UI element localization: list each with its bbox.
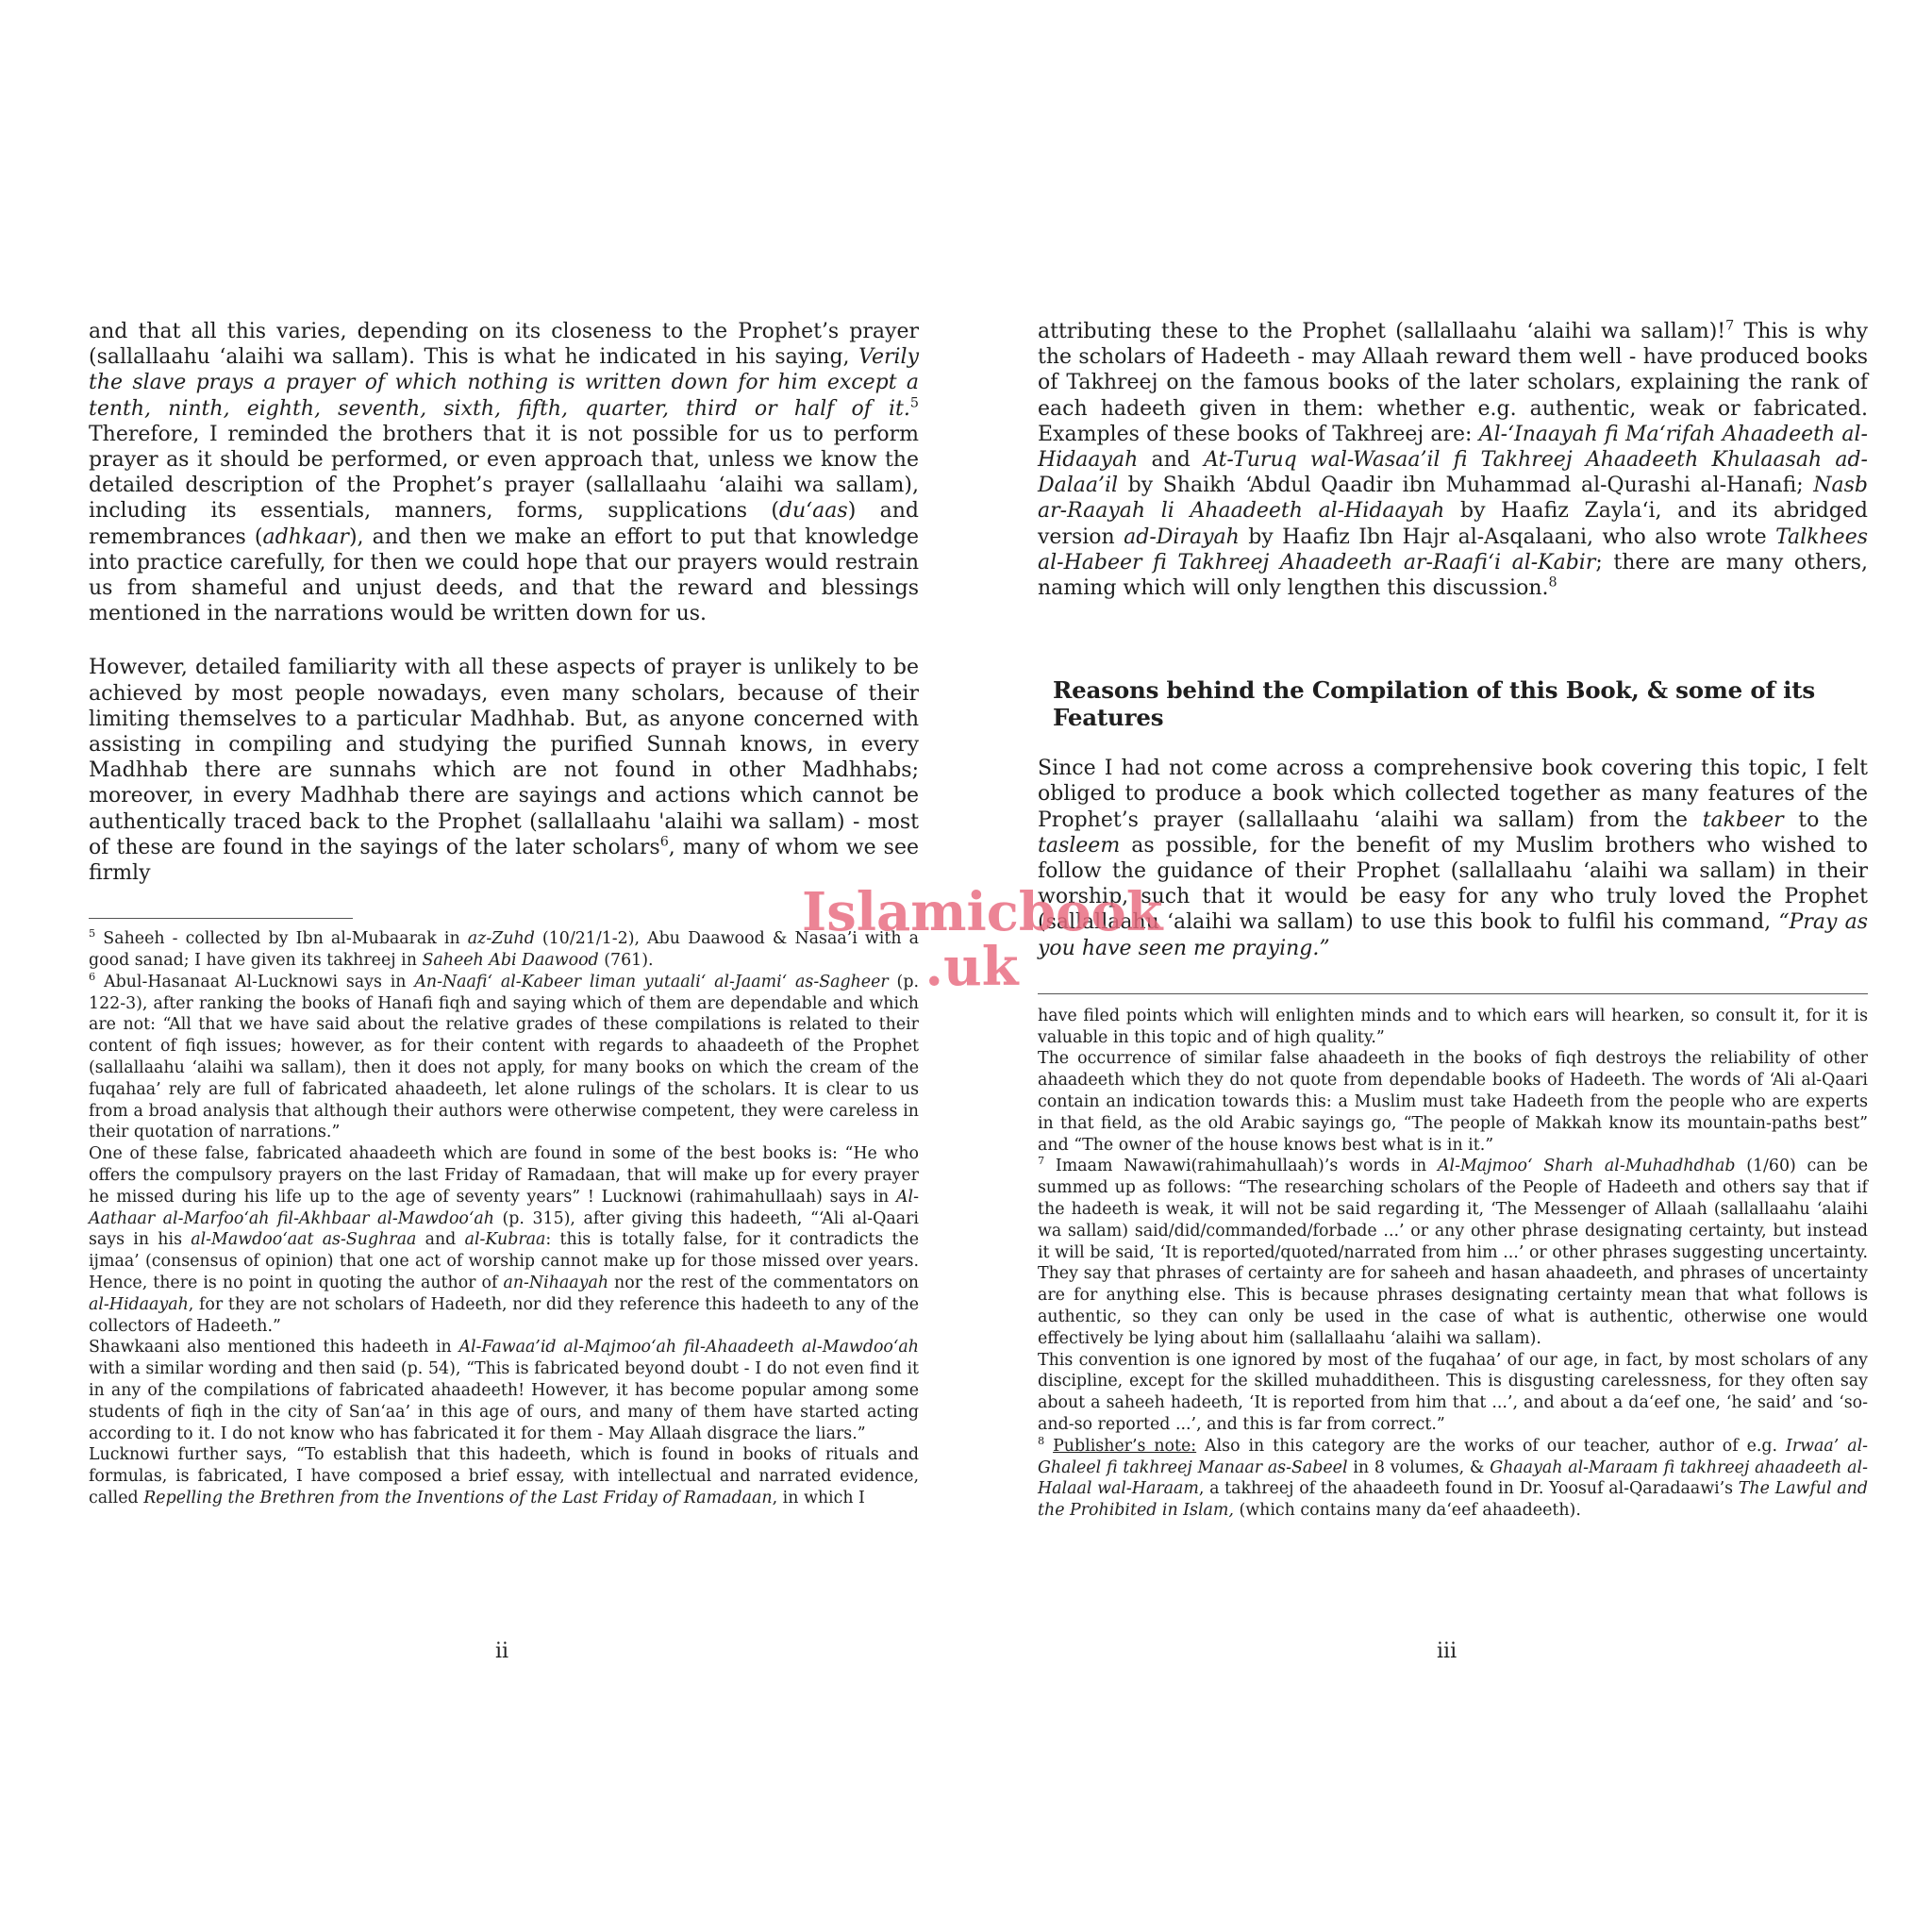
text-run: The occurrence of similar false ahaadeeth in the books of fiqh destroys the reliability of other ahaadeeth which they do not quote from dependable books of Hadeeth. The words of ‘Ali al-Qaari contain an indication towards this: a Muslim must take Hadeeth from the people who are experts in that field, as the old Arabic sayings go, “The people of Makkah know its mountain-paths best” and “The owner of the house knows best what is in it.” xyxy=(1038,1049,1868,1155)
footnote-marker: 8 xyxy=(1548,575,1557,591)
page-number-right: iii xyxy=(1437,1640,1457,1663)
footnote-divider xyxy=(89,918,353,919)
italic-run: “Pray as you have seen me praying.” xyxy=(1038,910,1868,960)
footnote-7 xyxy=(1038,1156,1868,1349)
italic-run: At-Turuq wal-Wasaa’il fi Takhreej Ahaadeeth Khulaasah ad-Dalaa’il xyxy=(1038,448,1868,498)
text-run: nor the rest of the commentators on xyxy=(608,1274,919,1293)
text-run: (1/60) can be summed up as follows: “The researching scholars of the People of Hadeeth and others say that if the hadeeth is weak, it will not be said regarding it, ‘The Messenger of Allaah (sallallaahu ‘alaihi wa sallam) said/did/commanded/forbade ...’ or any other phrase designating certainty, but instead it will be said, ‘It is reported/quoted/narrated from him ...’ or other phrases suggesting uncertainty. They say that phrases of certainty are for saheeh and hasan ahaadeeth, and phrases of uncertainty are for anything else. This is because phrases designating certainty mean that what follows is authentic, so they can only be used in the case of what is authentic, otherwise one would effectively be lying about him (sallallaahu ‘alaihi wa sallam). xyxy=(1038,1157,1868,1348)
footnote-divider xyxy=(1038,993,1868,994)
italic-run: Saheeh Abi Daawood xyxy=(422,951,599,971)
text-run xyxy=(1044,1437,1053,1456)
italic-run: al-Hidaayah xyxy=(89,1294,189,1314)
text-run: This convention is one ignored by most of the fuqahaa’ of our age, in fact, by most scholars of any discipline, except for the skilled muhadditheen. This is disgusting carelessness, for they often say about a saheeh hadeeth, ‘It is reported from him that ...’, and about a da‘eef one, ‘he said’ and ‘so-and-so reported ...’, and this is far from correct.” xyxy=(1038,1350,1868,1434)
text-run: (10/21/1-2), Abu Daawood & Nasaa’i with a good sanad; I have given its takhreej in xyxy=(89,929,920,971)
text-run: Lucknowi further says, “To establish that this hadeeth, which is found in books of rituals and formulas, is fabricated, I have composed a brief essay, with intellectual and narrated evidence, called xyxy=(89,1445,919,1507)
text-run: : this is totally false, for it contradicts the ijmaa’ (consensus of opinion) that one act of worship cannot make up for those missed over years. Hence, there is no point in quoting the author of xyxy=(89,1230,919,1293)
footnote-6-continued xyxy=(89,1143,919,1337)
footnote-marker: 7 xyxy=(1038,1155,1045,1168)
text-run: by Haafiz Ibn Hajr al-Asqalaani, who also wrote xyxy=(1239,525,1776,549)
text-run: This is why the scholars of Hadeeth - may Allaah reward them well - have produced books of Takhreej on the famous books of the later scholars, explaining the rank of each hadeeth given in them: whether e.g. authentic, weak or fabricated. Examples of these books of Takhreej are: xyxy=(1038,320,1868,446)
footnote-marker: 7 xyxy=(1725,318,1735,334)
footnote-marker: 6 xyxy=(659,834,669,850)
footnote-7-continued xyxy=(1038,1350,1868,1436)
italic-run: Al-‘Inaayah fi Ma‘rifah Ahaadeeth al-Hidaayah xyxy=(1038,422,1868,473)
footnote-6-continued xyxy=(89,1337,919,1444)
italic-run: Al-Majmoo‘ Sharh al-Muhadhdhab xyxy=(1437,1157,1736,1176)
italic-run: tasleem xyxy=(1038,833,1121,858)
italic-run: An-Naafi‘ al-Kabeer liman yutaali‘ al-Jaami‘ as-Sagheer xyxy=(414,972,889,991)
paragraph xyxy=(1038,756,1868,961)
left-page xyxy=(89,319,919,1509)
right-page xyxy=(1038,319,1868,1522)
footnote-marker: 5 xyxy=(89,927,96,941)
text-run: Saheeh - collected by Ibn al-Mubaarak in xyxy=(95,929,468,949)
watermark-line: .uk xyxy=(924,936,1019,998)
italic-run: al-Kubraa xyxy=(464,1230,546,1250)
text-run: by Haafiz Zayla‘i, and its abridged version xyxy=(1038,499,1868,549)
italic-run: Verily the slave prays a prayer of which nothing is written down for him except a tenth, ninth, eighth, seventh, sixth, fifth, quarter, third or half of it. xyxy=(89,345,919,421)
text-run: to the xyxy=(1783,808,1868,832)
paragraph xyxy=(89,319,919,626)
text-run: , a takhreej of the ahaadeeth found in Dr. Yoosuf al-Qaradaawi’s xyxy=(1198,1479,1739,1499)
italic-run: ad-Dirayah xyxy=(1124,525,1240,549)
footnote-6 xyxy=(89,972,919,1143)
text-run: Since I had not come across a comprehensive book covering this topic, I felt obliged to produce a book which collected together as many features of the Prophet’s prayer (sallallaahu ‘alaihi wa sallam) from the xyxy=(1038,757,1868,832)
footnote-5 xyxy=(89,928,919,972)
text-run: Shawkaani also mentioned this hadeeth in xyxy=(89,1338,459,1357)
text-run: However, detailed familiarity with all these aspects of prayer is unlikely to be achieved by most people nowadays, even many scholars, because of their limiting themselves to a particular Madhhab. But, as anyone concerned with assisting in compiling and studying the purified Sunnah knows, in every Madhhab there are sunnahs which are not found in other Madhhabs; moreover, in every Madhhab there are sayings and actions which cannot be authentically traced back to the Prophet (sallallaahu 'alaihi wa sallam) - most of these are found in the sayings of the later scholars xyxy=(89,656,919,859)
text-run: , many of whom we see firmly xyxy=(89,835,919,886)
underlined-run: Publisher’s note: xyxy=(1053,1436,1197,1456)
paragraph xyxy=(89,655,919,886)
text-run: and xyxy=(1138,448,1205,473)
page-number-left: ii xyxy=(495,1640,509,1663)
text-run: , in which I xyxy=(772,1488,865,1507)
italic-run: al-Mawdoo‘aat as-Sughraa xyxy=(191,1230,417,1250)
text-run: (p. 315), after giving this hadeeth, “‘Ali al-Qaari says in his xyxy=(89,1208,919,1250)
italic-run: The Lawful and the Prohibited in Islam, xyxy=(1038,1479,1868,1521)
italic-run: Nasb ar-Raayah li Ahaadeeth al-Hidaayah xyxy=(1038,474,1868,524)
italic-run: az-Zuhd xyxy=(467,929,535,949)
footnote-8 xyxy=(1038,1436,1868,1522)
text-run: Also in this category are the works of our teacher, author of e.g. xyxy=(1196,1436,1786,1456)
paragraph-gap xyxy=(89,626,919,655)
paragraph xyxy=(1038,319,1868,601)
text-run: Abul-Hasanaat Al-Lucknowi says in xyxy=(95,972,415,991)
text-run: ; there are many others, naming which will only lengthen this discussion. xyxy=(1038,550,1868,601)
italic-run: an-Nihaayah xyxy=(503,1274,609,1293)
text-run: and xyxy=(416,1230,465,1250)
text-run: as possible, for the benefit of my Muslim brothers who wished to follow the guidance of their Prophet (sallallaahu ‘alaihi wa sallam) in their worship, such that it would be easy for any who truly loved the Prophet (sallallaahu ‘alaihi wa sallam) to use this book to fulfil his command, xyxy=(1038,833,1868,935)
text-run: (761). xyxy=(598,951,654,971)
italic-run: Al-Aathaar al-Marfoo‘ah fil-Akhbaar al-Mawdoo‘ah xyxy=(89,1187,919,1228)
italic-run: adhkaar xyxy=(262,525,349,549)
italic-run: Irwaa’ al-Ghaleel fi takhreej Manaar as-Sabeel xyxy=(1038,1436,1869,1477)
footnote-6-continued xyxy=(1038,1006,1868,1049)
text-run: and that all this varies, depending on its closeness to the Prophet’s prayer (sallallaahu ‘alaihi wa sallam). This is what he indicated in his saying, xyxy=(89,320,919,370)
footnote-6-continued xyxy=(1038,1048,1868,1156)
text-run: , for they are not scholars of Hadeeth, nor did they reference this hadeeth to any of the collectors of Hadeeth.” xyxy=(89,1294,919,1336)
text-run: ) and remembrances ( xyxy=(89,499,919,549)
italic-run: takbeer xyxy=(1702,808,1784,832)
italic-run: Al-Fawaa’id al-Majmoo‘ah fil-Ahaadeeth al-Mawdoo‘ah xyxy=(458,1338,919,1357)
footnote-6-continued xyxy=(89,1444,919,1508)
text-run: One of these false, fabricated ahaadeeth which are found in some of the best books is: “He who offers the compulsory prayers on the last Friday of Ramadaan, that will make up for every prayer he missed during his life up to the age of seventy years” ! Lucknowi (rahimahullaah) says in xyxy=(89,1144,919,1207)
text-run: with a similar wording and then said (p. 54), “This is fabricated beyond doubt - I do not even find it in any of the compilations of fabricated ahaadeeth! However, it has become popular among some students of fiqh in the city of San‘aa’ in this age of ours, and many of them have started acting according to it. I do not know who has fabricated it for them - May Allaah disgrace the liars.” xyxy=(89,1359,919,1443)
section-heading: Reasons behind the Compilation of this Book, & some of its Features xyxy=(1053,676,1815,732)
footnote-marker: 5 xyxy=(909,395,919,411)
italic-run: Repelling the Brethren from the Inventions of the Last Friday of Ramadaan xyxy=(143,1488,773,1507)
text-run: by Shaikh ‘Abdul Qaadir ibn Muhammad al-Qurashi al-Hanafi; xyxy=(1118,474,1814,498)
text-run: Imaam Nawawi(rahimahullaah)’s words in xyxy=(1044,1157,1438,1176)
italic-run: du‘aas xyxy=(778,499,848,524)
text-run: (which contains many da‘eef ahaadeeth). xyxy=(1233,1501,1581,1521)
text-run: have filed points which will enlighten minds and to which ears will hearken, so consult it, for it is valuable in this topic and of high quality.” xyxy=(1038,1006,1868,1047)
footnote-marker: 6 xyxy=(89,971,96,984)
footnote-marker: 8 xyxy=(1038,1435,1045,1447)
italic-run: Ghaayah al-Maraam fi takhreej ahaadeeth al-Halaal wal-Haraam xyxy=(1038,1457,1868,1499)
text-run: (p. 122-3), after ranking the books of Hanafi fiqh and saying which of them are dependable and which are not: “All that we have said about the relative grades of these compilations is related to their content of fiqh issues; however, as for their content with regards to ahaadeeth of the Prophet (sallallaahu ‘alaihi wa sallam), then it does not apply, for many books on which the cream of the fuqahaa’ rely are full of fabricated ahaadeeth, let alone rulings of the scholars. It is clear to us from a broad analysis that although their authors were otherwise competent, they were careless in their quotation of narrations.” xyxy=(89,972,919,1142)
italic-run: Talkhees al-Habeer fi Takhreej Ahaadeeth ar-Raafi‘i al-Kabir xyxy=(1038,525,1869,575)
text-run: in 8 volumes, & xyxy=(1347,1457,1491,1477)
text-run: attributing these to the Prophet (sallallaahu ‘alaihi wa sallam)! xyxy=(1038,320,1726,343)
watermark-line: Islamicbook xyxy=(802,881,1163,943)
text-run: ), and then we make an effort to put that knowledge into practice carefully, for then we could hope that our prayers would restrain us from shameful and unjust deeds, and that the reward and blessings mentioned in the narrations would be written down for us. xyxy=(89,525,919,626)
text-run: Therefore, I reminded the brothers that it is not possible for us to perform prayer as it should be performed, or even approach that, unless we know the detailed description of the Prophet’s prayer (sallallaahu ‘alaihi wa sallam), including its essentials, manners, forms, supplications ( xyxy=(89,422,919,524)
